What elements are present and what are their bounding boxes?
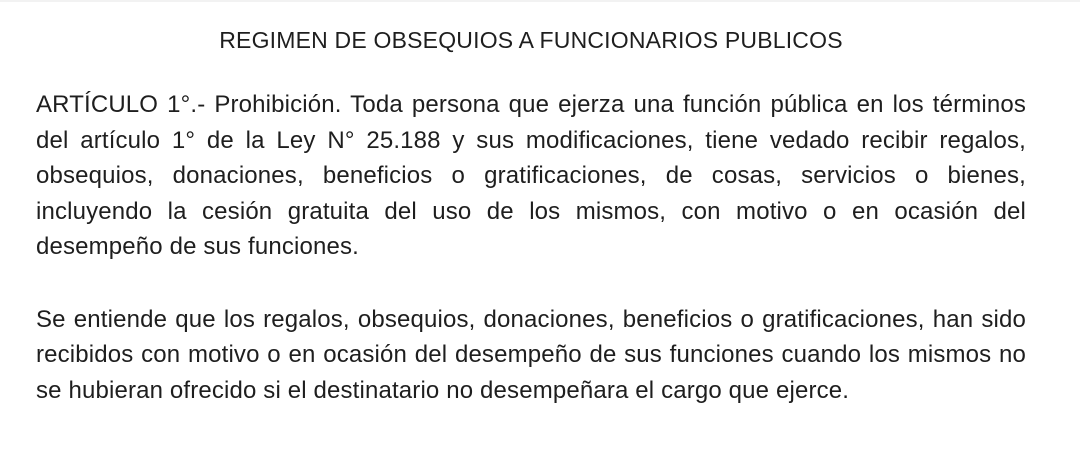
article-1-paragraph: ARTÍCULO 1°.- Prohibición. Toda persona que ejerza una función pública en los términos del artículo 1° de la Ley N° 25.188 y sus modificaciones, tiene vedado recibir regalos, obsequios, donaciones, beneficios o gratificaciones, de cosas, servicios o bienes, incluyendo la cesión gratuita del uso de los mismos, con motivo o en ocasión del desempeño de sus funciones. — [36, 91, 1026, 260]
definition-paragraph: Se entiende que los regalos, obsequios, donaciones, beneficios o gratificaciones, han sido recibidos con motivo o en ocasión del desempeño de sus funciones cuando los mismos no se hubieran ofrecido si el destinatario no desempeñara el cargo que ejerce. — [36, 305, 1026, 404]
document-title: REGIMEN DE OBSEQUIOS A FUNCIONARIOS PUBLICOS — [219, 27, 843, 53]
document-body — [36, 0, 1026, 408]
